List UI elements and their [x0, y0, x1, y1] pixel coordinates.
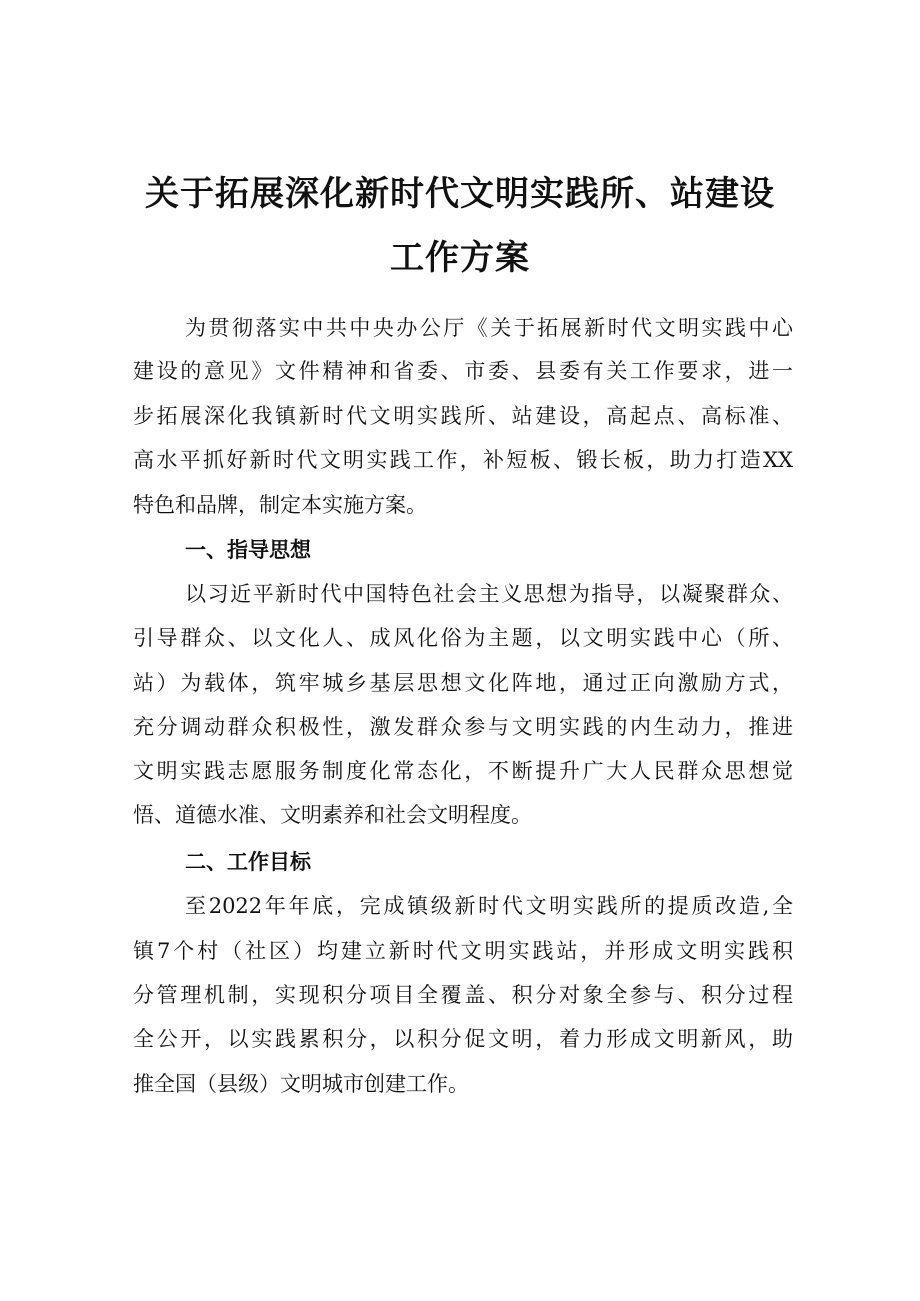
document-title-line-2: 工作方案	[390, 238, 530, 278]
section1-line: 引导群众、以文化人、成风化俗为主题，以文明实践中心（所、	[133, 626, 793, 650]
intro-line: 步拓展深化我镇新时代文明实践所、站建设，高起点、高标准、	[133, 404, 793, 428]
intro-line: 为贯彻落实中共中央办公厅《关于拓展新时代文明实践中心	[185, 316, 793, 340]
section2-line: 至2022年年底，完成镇级新时代文明实践所的提质改造,全	[185, 894, 793, 918]
section2-line: 推全国（县级）文明城市创建工作。	[133, 1072, 469, 1096]
section1-line: 悟、道德水准、文明素养和社会文明程度。	[133, 803, 532, 827]
intro-line: 建设的意见》文件精神和省委、市委、县委有关工作要求，进一	[133, 359, 793, 383]
intro-line: 特色和品牌，制定本实施方案。	[133, 493, 427, 517]
section-heading-guiding-ideology: 一、指导思想	[185, 538, 311, 562]
section2-line: 分管理机制，实现积分项目全覆盖、积分对象全参与、积分过程	[133, 983, 793, 1007]
section2-line: 全公开，以实践累积分，以积分促文明，着力形成文明新风，助	[133, 1027, 793, 1051]
section-heading-work-goals: 二、工作目标	[185, 850, 311, 874]
section2-line: 镇7个村（社区）均建立新时代文明实践站，并形成文明实践积	[133, 939, 793, 963]
intro-line: 高水平抓好新时代文明实践工作，补短板、锻长板，助力打造XX	[133, 448, 793, 472]
document-title-line-1: 关于拓展深化新时代文明实践所、站建设	[145, 174, 775, 214]
section1-line: 以习近平新时代中国特色社会主义思想为指导，以凝聚群众、	[185, 582, 793, 606]
section1-line: 站）为载体，筑牢城乡基层思想文化阵地，通过正向激励方式，	[133, 671, 793, 695]
section1-line: 文明实践志愿服务制度化常态化，不断提升广大人民群众思想觉	[133, 759, 793, 783]
section1-line: 充分调动群众积极性，激发群众参与文明实践的内生动力，推进	[133, 715, 793, 739]
